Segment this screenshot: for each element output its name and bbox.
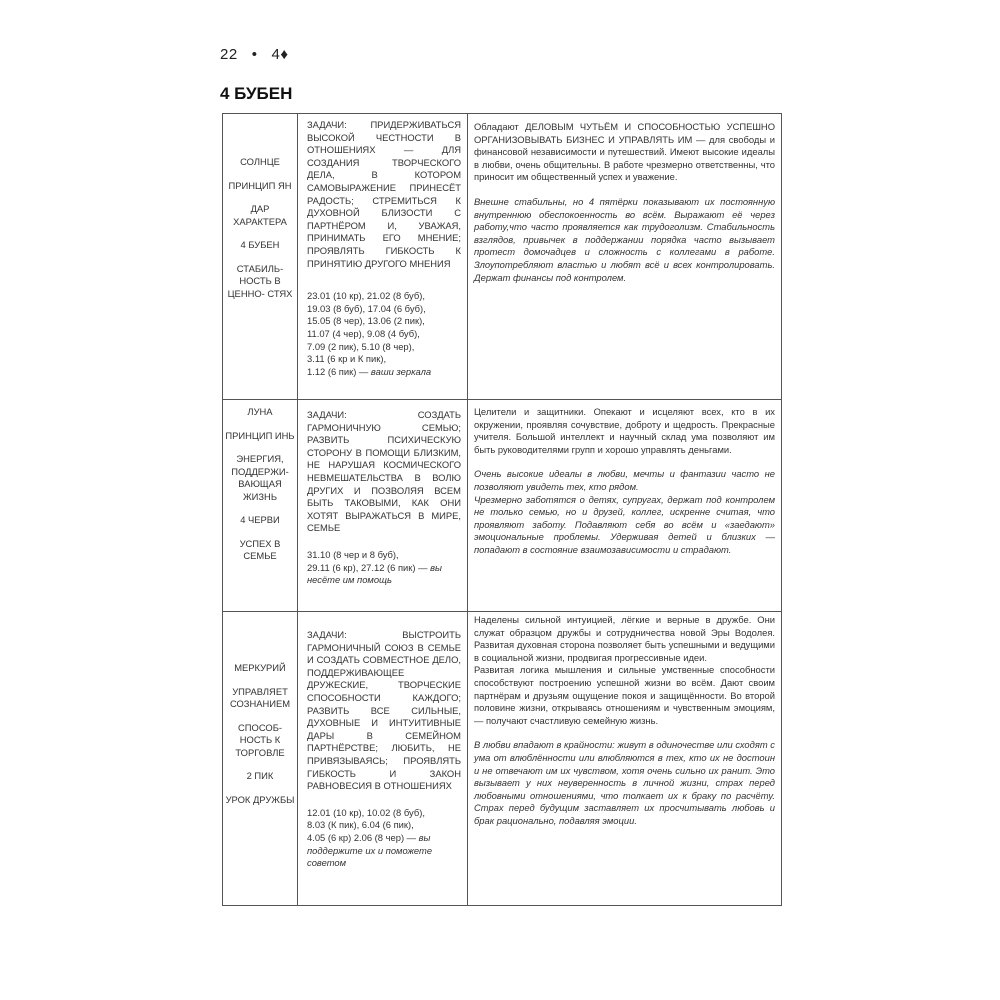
row-labels-cell [223,114,298,400]
dates-line: 3.11 (6 кр и К пик), [307,353,387,365]
tasks-text: ЗАДАЧИ: ПРИДЕРЖИВАТЬСЯ ВЫСОКОЙ ЧЕСТНОСТИ В ОТНОШЕНИЯХ — ДЛЯ СОЗДАНИЯ ТВОРЧЕСКОГО ДЕЛА, В КОТОРОМ САМОВЫРАЖЕНИЕ ПРИНЕСЁТ РАДОСТЬ; СТРЕМИТЬСЯ К ДУХОВНОЙ БЛИЗОСТИ С ПАРТНЁРОМ И, УВАЖАЯ, ПРИНИМАТЬ ЕГО МНЕНИЕ; ПРОЯВЛЯТЬ ГИБКОСТЬ К ПРИНЯТИЮ ДРУГОГО МНЕНИЯ [307,119,461,269]
principle-label: ПРИНЦИП ИНЬ [225,429,295,441]
dates-block [298,549,467,587]
quality-label: УСПЕХ В СЕМЬЕ [239,537,281,561]
dates-line: 23.01 (10 кр), 21.02 (8 буб), [307,290,425,302]
description-paragraph: Очень высокие идеалы в любви, мечты и фантазии часто не позволяют увидеть тех, кто рядом. [474,468,775,492]
quality-label: УРОК ДРУЖБЫ [225,793,295,805]
description-paragraph: Обладают ДЕЛОВЫМ ЧУТЬЁМ И СПОСОБНОСТЬЮ УСПЕШНО ОРГАНИЗОВЫВАТЬ БИЗНЕС И УПРАВЛЯТЬ ИМ — для свободы и финансовой независимости и путешествий. Имеют высокие идеалы в любви, очень общительны. В работе чрезмерно ответственны, что приносит им общественный успех и уважение. [474,121,775,183]
row-labels-cell [223,612,298,906]
quality-label: СТАБИЛЬ- НОСТЬ В ЦЕННО- СТЯХ [227,262,293,299]
tasks-text: ЗАДАЧИ: СОЗДАТЬ ГАРМОНИЧНУЮ СЕМЬЮ; РАЗВИТЬ ПСИХИЧЕСКУЮ СТОРОНУ В ПОМОЩИ БЛИЗКИМ, НЕ НАРУШАЯ КОСМИЧЕСКОГО НЕВМЕШАТЕЛЬСТВА В ВОЛЮ ДРУГИХ И ПОЗВОЛЯЯ ВСЕМ БЫТЬ ТАКОВЫМИ, КАК ОНИ ХОТЯТ ВЫРАЖАТЬСЯ В МИРЕ, СЕМЬЕ [307,409,461,534]
dates-line: 8.03 (К пик), 6.04 (6 пик), [307,819,414,831]
dates-line: 12.01 (10 кр), 10.02 (8 буб), [307,806,425,818]
dates-block [298,290,467,378]
table-row-moon [223,400,782,612]
header-card-name: 4♦ [271,46,289,63]
description-paragraph: Чрезмерно заботятся о детях, супругах, держат под контролем не только семью, но и друзей, коллег, искренне считая, что проявляют заботу. Подавляют себя во всём и «заедают» эмоциональные проблемы. Удерживая детей и близких — попадают в состояние взаимозависимости и страдают. [474,493,775,555]
tasks-text: ЗАДАЧИ: ВЫСТРОИТЬ ГАРМОНИЧНЫЙ СОЮЗ В СЕМЬЕ И СОЗДАТЬ СОВМЕСТНОЕ ДЕЛО, ПОДДЕРЖИВАЮЩЕЕ ДРУЖЕСКИЕ, ТВОРЧЕСКИЕ СПОСОБНОСТИ КАЖДОГО; РАЗВИТЬ ВСЕ СИЛЬНЫЕ, ДУХОВНЫЕ И ИНТУИТИВНЫЕ ДАРЫ В СЕМЕЙНОМ ПАРТНЁРСТВЕ; ЛЮБИТЬ, НЕ ПРИВЯЗЫВАЯСЬ; ПРОЯВЛЯТЬ ГИБКОСТЬ И ЗАКОН РАВНОВЕСИЯ В ОТНОШЕНИЯХ [307,629,461,792]
dates-line: 19.03 (8 буб), 17.04 (6 буб), [307,302,426,314]
card-label: 2 ПИК [246,770,274,781]
description-paragraph: Внешне стабильны, но 4 пятёрки показывают их постоянную внутреннюю обеспокоенность во всём. Выражают её через работу,что часто проявляется как трудоголизм. Стабильность взглядов, привычек в поддержании порядка часто вызывает протест домочадцев и сложность с коллегами в работе. Злоупотребляют властью и любят всё и всех контролировать. Держат финансы под контролем. [474,195,775,283]
card-label: 4 ЧЕРВИ [240,514,280,525]
section-title: 4 БУБЕН [220,84,293,103]
page-header [220,46,288,63]
row-description-cell [468,400,782,612]
card-label: 4 БУБЕН [240,239,280,250]
dates-note: вы поддержите их и поможете советом [307,831,433,869]
description-paragraph: В любви впадают в крайности: живут в одиночестве или сходят с ума от влюблённости или влюбляются в тех, кто их не достоин и не отвечают им их чувством, хотя очень сильно их ранит. Это вызывает у них неуверенность в личной жизни, страх перед любовными отношениями, что толкает их к браку по расчёту. Страх перед будущим заставляет их просчитывать любовь и брак рационально, подавляя эмоции. [474,739,775,826]
description-paragraph: Наделены сильной интуицией, лёгкие и верные в дружбе. Они служат образцом дружбы и сотрудничества новой Эры Водолея. Развитая духовная сторона позволяет быть успешными и ведущими в социальной жизни, продвигая прогрессивные идеи. [474,614,775,663]
row-description-cell [468,612,782,906]
description-paragraph: Целители и защитники. Опекают и исцеляют всех, кто в их окружении, проявляя сочувствие, доброту и щедрость. Прекрасные учителя. Большой интеллект и научный склад ума позволяют им быть руководителями групп и хорошо управлять деньгами. [474,406,775,455]
row-tasks-cell [298,612,468,906]
principle-label: УПРАВЛЯЕТ СОЗНАНИЕМ [229,685,291,709]
card-table [222,113,782,906]
planet-label: ЛУНА [247,406,273,417]
row-tasks-cell [298,400,468,612]
row-labels-cell [223,400,298,612]
gift-label: ЭНЕРГИЯ, ПОДДЕРЖИ- ВАЮЩАЯ ЖИЗНЬ [231,453,289,502]
table-row-sun [223,114,782,400]
row-tasks-cell [298,114,468,400]
header-separator: • [251,46,258,63]
dates-line: 11.07 (4 чер), 9.08 (4 буб), [307,327,420,339]
gift-label: СПОСОБ- НОСТЬ К ТОРГОВЛЕ [235,721,285,758]
dates-line: 31.10 (8 чер и 8 буб), [307,548,399,560]
dates-line: 7.09 (2 пик), 5.10 (8 чер), [307,340,415,352]
page-number: 22 [220,46,238,63]
dates-note: ваши зеркала [370,365,432,377]
description-paragraph: Развитая логика мышления и сильные умственные способности способствуют построению успешной жизни во всём. Дают своим партнёрам и друзьям ощущение покоя и защищённости. Во второй половине жизни, открываясь отношениям и чувственным эмоциям, — получают счастливую семейную жизнь. [474,664,775,726]
dates-line: 29.11 (6 кр), 27.12 (6 пик) — [307,561,428,573]
dates-block [298,807,467,870]
dates-line: 4.05 (6 кр) 2.06 (8 чер) — [307,831,417,843]
row-description-cell [468,114,782,400]
gift-label: ДАР ХАРАКТЕРА [233,203,287,227]
principle-label: ПРИНЦИП ЯН [228,179,292,191]
table-row-mercury [223,612,782,906]
dates-line: 15.05 (8 чер), 13.06 (2 пик), [307,315,425,327]
dates-line: 1.12 (6 пик) — [307,365,369,377]
dates-note: вы несёте им помощь [307,561,442,586]
planet-label: СОЛНЦЕ [240,156,280,167]
planet-label: МЕРКУРИЙ [234,662,286,673]
